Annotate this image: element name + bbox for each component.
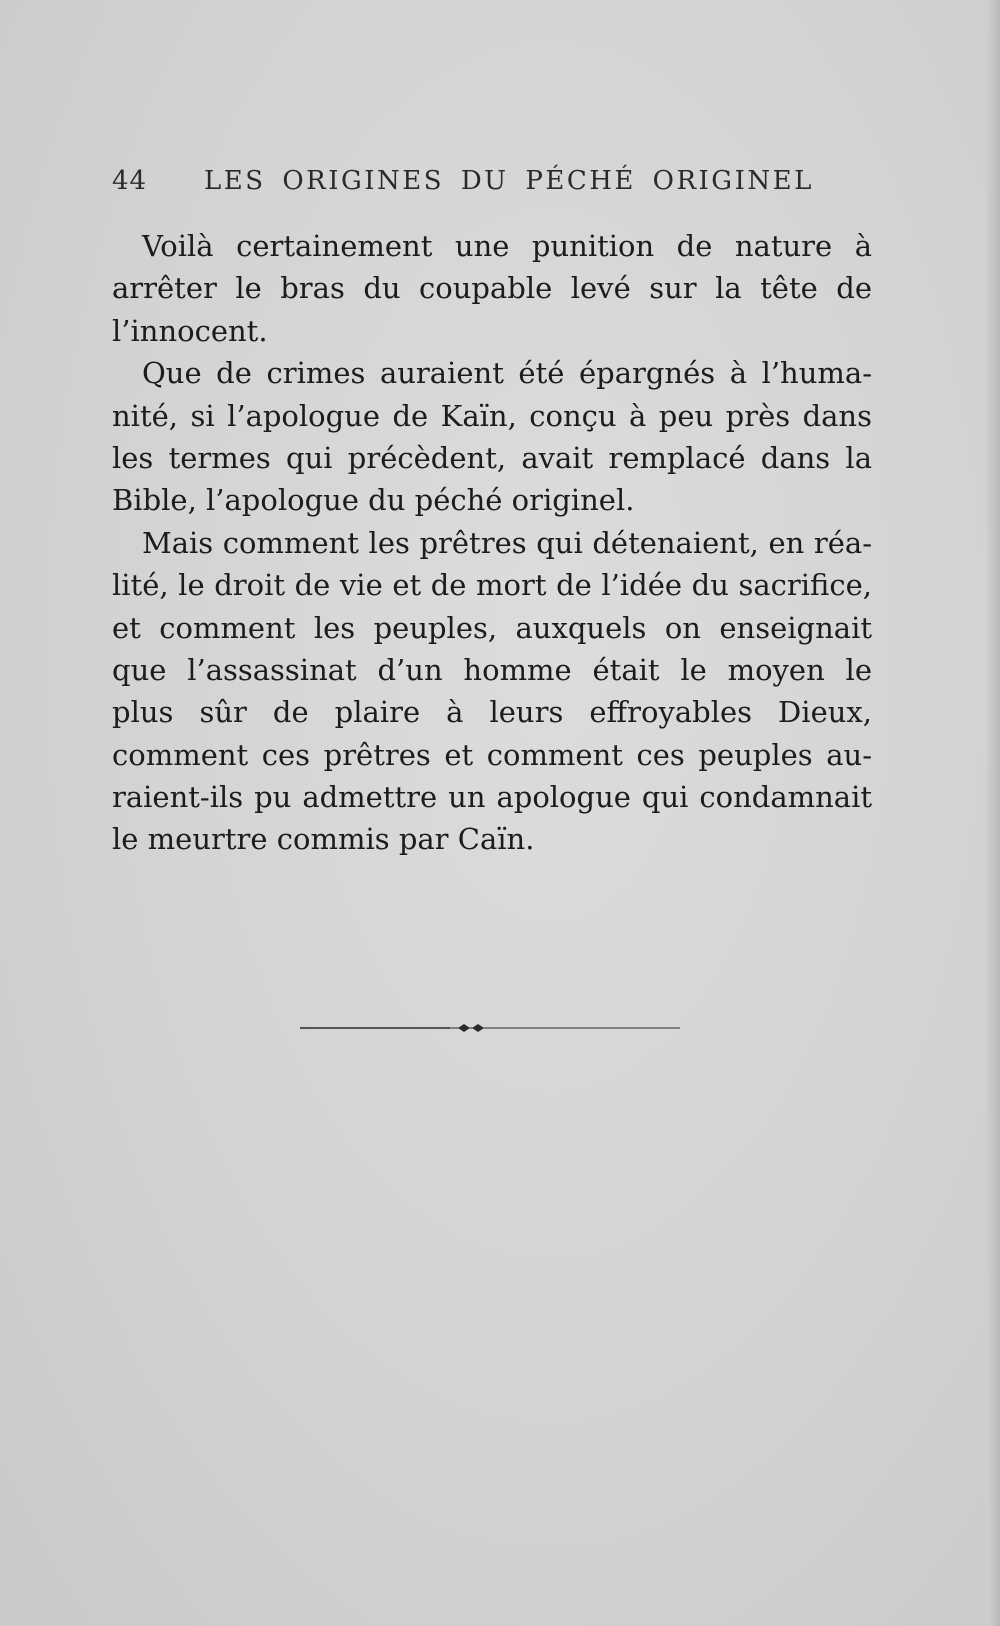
text-line: comment ces prêtres et comment ces peuples au- xyxy=(112,737,872,772)
text-line: le meurtre commis par Caïn. xyxy=(112,822,535,857)
text-line: Mais comment les prêtres qui détenaient, en réa- xyxy=(142,525,872,560)
text-line: Que de crimes auraient été épargnés à l’huma- xyxy=(142,356,872,391)
page-edge-shadow xyxy=(986,0,1000,1626)
text-line: que l’assassinat d’un homme était le moyen le xyxy=(112,652,872,687)
text-line: Bible, l’apologue du péché originel. xyxy=(112,483,635,518)
text-line: Voilà certainement une punition de nature à xyxy=(142,229,872,263)
page-header xyxy=(112,166,872,202)
ornamental-divider xyxy=(300,1022,690,1034)
text-line: nité, si l’apologue de Kaïn, conçu à peu près dans xyxy=(112,398,872,433)
text-line: plus sûr de plaire à leurs effroyables Dieux, xyxy=(112,695,872,730)
text-line: et comment les peuples, auxquels on enseignait xyxy=(112,610,872,645)
text-line: raient-ils pu admettre un apologue qui condamnait xyxy=(112,780,872,815)
body-text xyxy=(112,225,872,861)
text-line: les termes qui précèdent, avait remplacé dans la xyxy=(112,440,872,475)
text-line: l’innocent. xyxy=(112,313,268,348)
page-number: 44 xyxy=(112,166,148,196)
text-line: lité, le droit de vie et de mort de l’idée du sacrifice, xyxy=(112,568,872,603)
text-line: arrêter le bras du coupable levé sur la tête de xyxy=(112,271,872,306)
running-head: LES ORIGINES DU PÉCHÉ ORIGINEL xyxy=(204,166,814,196)
